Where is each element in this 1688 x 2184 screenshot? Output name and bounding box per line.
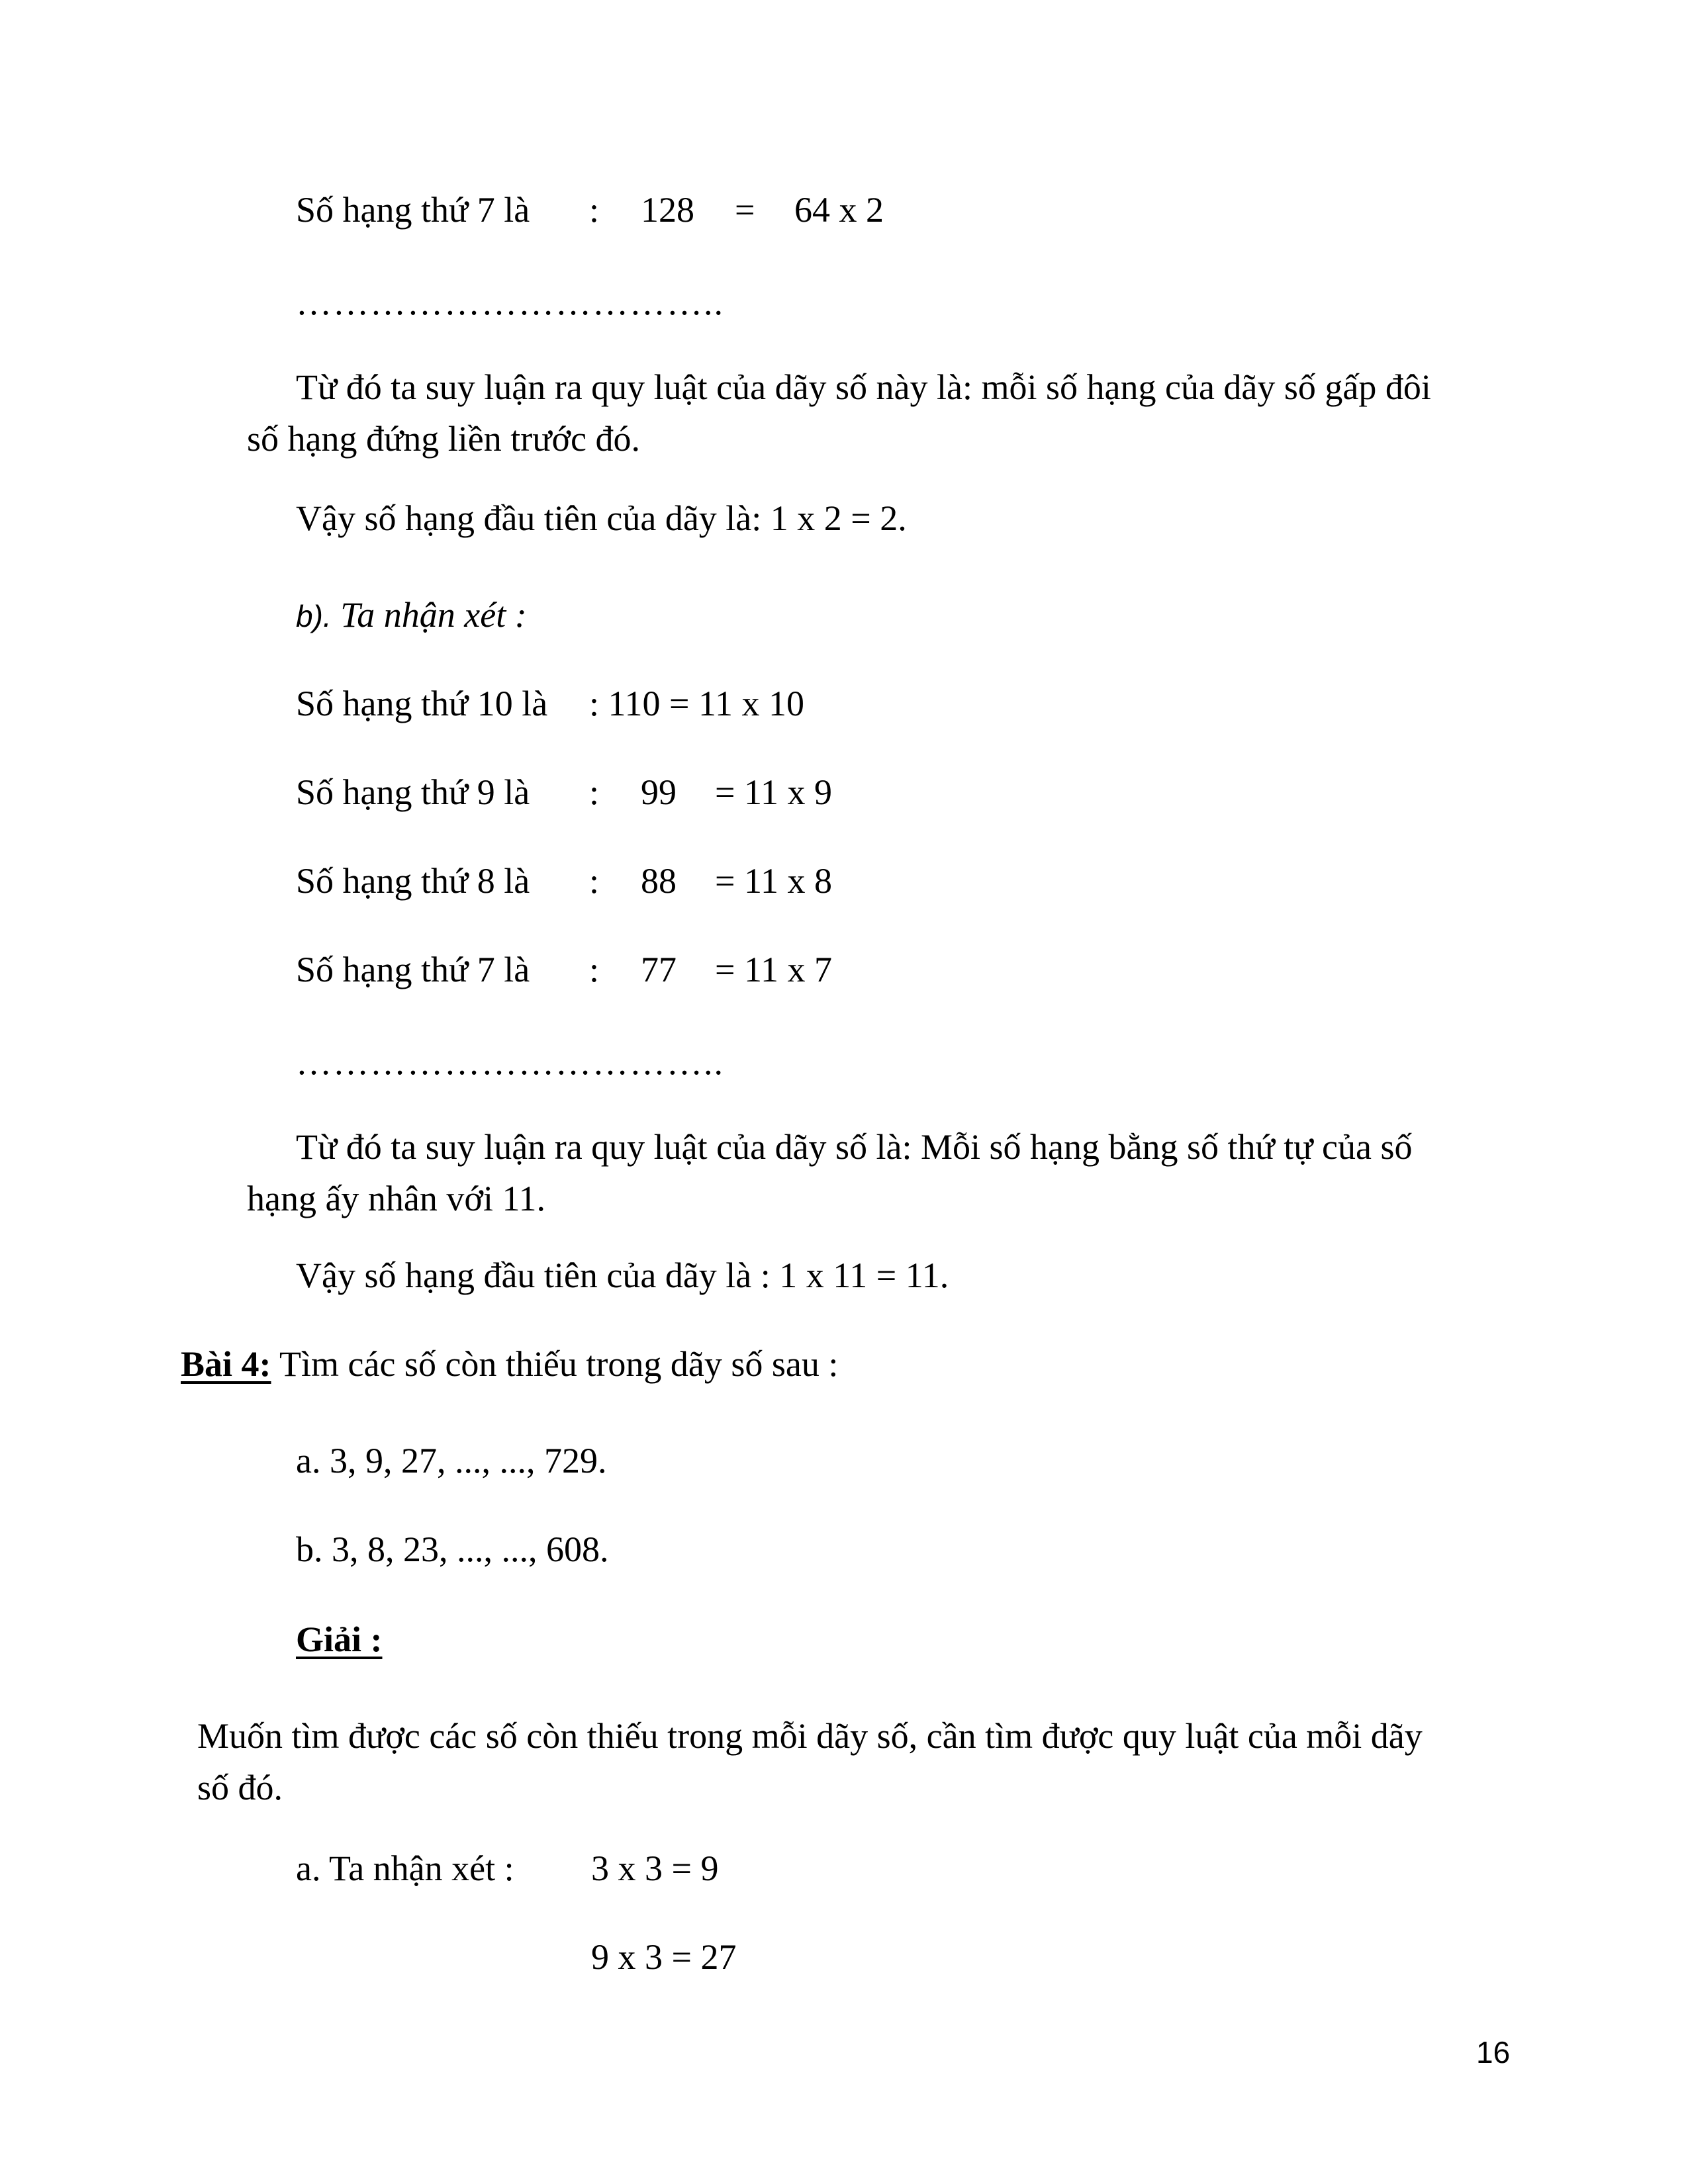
row-value: 77: [641, 950, 677, 989]
exercise-item-b: b. 3, 8, 23, ..., ..., 608.: [296, 1529, 609, 1569]
exercise-prompt: Tìm các số còn thiếu trong dãy số sau :: [271, 1344, 839, 1384]
row-expression: 64 x 2: [794, 190, 884, 230]
solution-label: Giải :: [296, 1619, 383, 1659]
row-value: 99: [641, 772, 677, 812]
section-b-title: Ta nhận xét :: [331, 595, 527, 635]
exercise-item-a: a. 3, 9, 27, ..., ..., 729.: [296, 1441, 607, 1480]
conclusion-line-1: Từ đó ta suy luận ra quy luật của dãy số này là: mỗi số hạng của dãy số gấp đôi: [296, 367, 1431, 407]
exercise-heading: [181, 1346, 838, 1382]
conclusion-line-1: Từ đó ta suy luận ra quy luật của dãy số là: Mỗi số hạng bằng số thứ tự của số: [296, 1127, 1413, 1167]
row-label: Số hạng thứ 9 là: [296, 772, 530, 812]
row-colon: :: [589, 950, 600, 989]
section-b-label: b).: [296, 599, 332, 633]
row-equals: =: [735, 190, 755, 230]
row-label: Số hạng thứ 8 là: [296, 861, 530, 901]
row-colon: :: [589, 772, 600, 812]
row-value: 88: [641, 861, 677, 901]
page-number: 16: [1476, 2035, 1511, 2070]
part-a-equation-2: 9 x 3 = 27: [591, 1937, 737, 1977]
solution-intro-line-2: số đó.: [197, 1768, 283, 1807]
ellipsis-line: ……………………………..: [296, 1042, 724, 1082]
part-a-equation-1: 3 x 3 = 9: [591, 1848, 719, 1888]
row-expression: = 11 x 9: [715, 772, 832, 812]
row-colon: :: [589, 190, 600, 230]
row-expression: = 11 x 8: [715, 861, 832, 901]
solution-intro-line-1: Muốn tìm được các số còn thiếu trong mỗi dãy số, cần tìm được quy luật của mỗi dãy: [197, 1716, 1423, 1756]
row-label: Số hạng thứ 10 là: [296, 684, 548, 723]
section-b-heading: [296, 597, 527, 633]
answer-line: Vậy số hạng đầu tiên của dãy là : 1 x 11 = 11.: [296, 1255, 949, 1295]
conclusion-line-2: hạng ấy nhân với 11.: [247, 1179, 545, 1218]
part-a-label: a. Ta nhận xét :: [296, 1848, 514, 1888]
row-value: 128: [641, 190, 694, 230]
row-expression: : 110 = 11 x 10: [589, 684, 804, 723]
row-expression: = 11 x 7: [715, 950, 832, 989]
conclusion-line-2: số hạng đứng liền trước đó.: [247, 419, 640, 459]
row-label: Số hạng thứ 7 là: [296, 950, 530, 989]
exercise-title: Bài 4:: [181, 1344, 271, 1384]
row-colon: :: [589, 861, 600, 901]
row-label: Số hạng thứ 7 là: [296, 190, 530, 230]
answer-line: Vậy số hạng đầu tiên của dãy là: 1 x 2 = 2.: [296, 498, 907, 538]
ellipsis-line: ……………………………..: [296, 283, 724, 322]
